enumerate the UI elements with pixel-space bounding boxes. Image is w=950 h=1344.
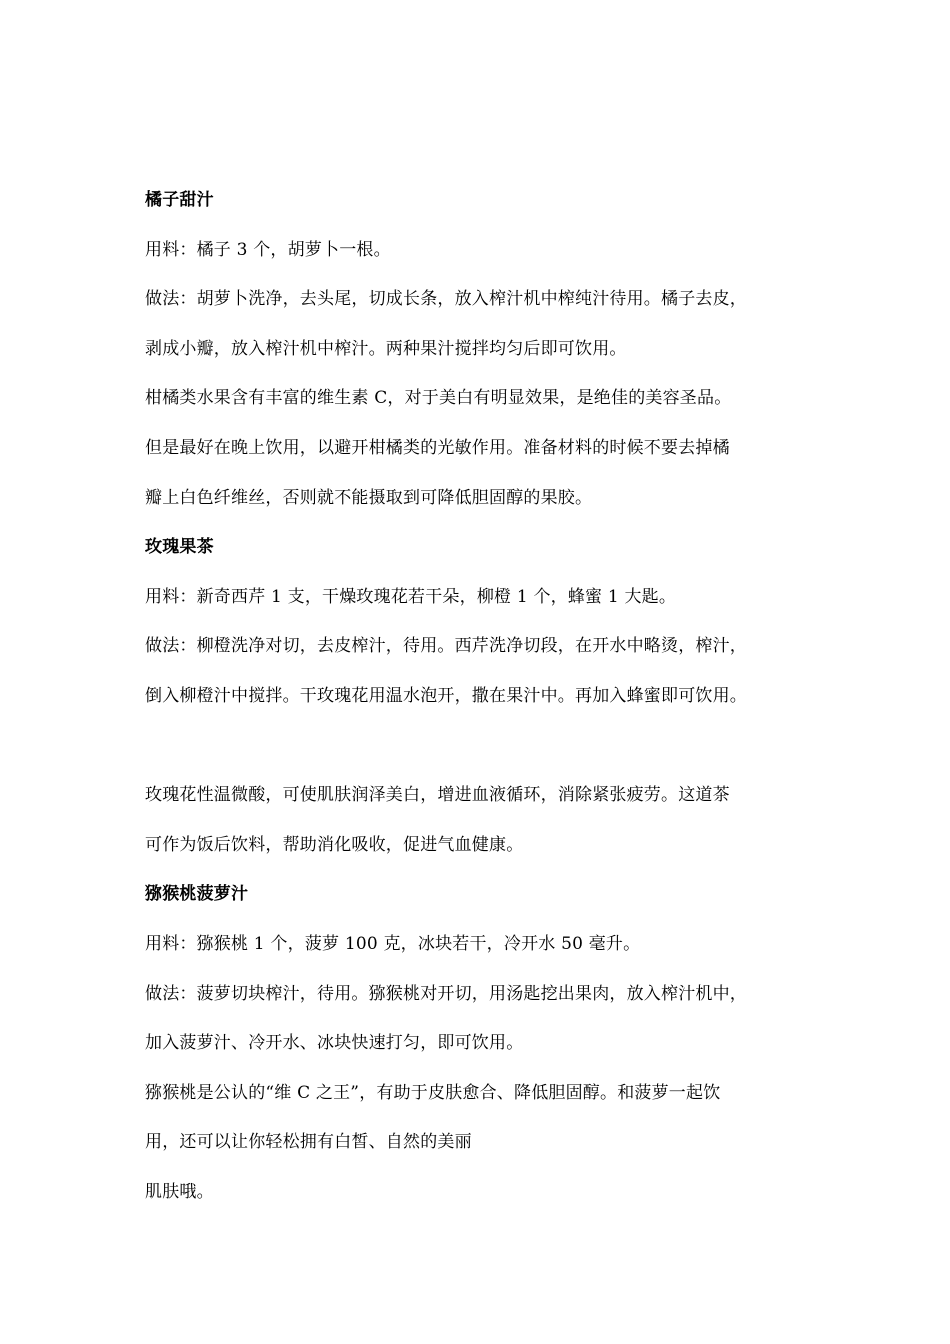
note-line: 肌肤哦。 [145,1181,214,1202]
method-line: 做法：胡萝卜洗净，去头尾，切成长条，放入榨汁机中榨纯汁待用。橘子去皮， [145,289,747,310]
method-line: 倒入柳橙汁中搅拌。干玫瑰花用温水泡开，撒在果汁中。再加入蜂蜜即可饮用。 [145,685,747,706]
section-title: 玫瑰果茶 [145,537,214,558]
note-line: 可作为饭后饮料，帮助消化吸收，促进气血健康。 [145,834,524,855]
ingredients-line: 用料：猕猴桃 1 个，菠萝 100 克，冰块若干，冷开水 50 毫升。 [145,933,641,954]
note-line: 用，还可以让你轻松拥有白皙、自然的美丽 [145,1132,472,1153]
method-line: 剥成小瓣，放入榨汁机中榨汁。两种果汁搅拌均匀后即可饮用。 [145,338,627,359]
section-title: 猕猴桃菠萝汁 [145,884,249,905]
document-body [145,184,835,1225]
method-line: 加入菠萝汁、冷开水、冰块快速打匀，即可饮用。 [145,1033,524,1054]
ingredients-line: 用料：新奇西芹 1 支，干燥玫瑰花若干朵，柳橙 1 个，蜂蜜 1 大匙。 [145,586,677,607]
method-line: 做法：柳橙洗净对切，去皮榨汁，待用。西芹洗净切段，在开水中略烫，榨汁， [145,636,747,657]
ingredients-line: 用料：橘子 3 个，胡萝卜一根。 [145,239,391,260]
note-line: 柑橘类水果含有丰富的维生素 C，对于美白有明显效果，是绝佳的美容圣品。 [145,388,732,409]
note-line: 但是最好在晚上饮用，以避开柑橘类的光敏作用。准备材料的时候不要去掉橘 [145,437,730,458]
note-line: 玫瑰花性温微酸，可使肌肤润泽美白，增进血液循环，消除紧张疲劳。这道茶 [145,785,730,806]
section-title: 橘子甜汁 [145,190,214,210]
note-line: 瓣上白色纤维丝，否则就不能摄取到可降低胆固醇的果胶。 [145,487,593,508]
method-line: 做法：菠萝切块榨汁，待用。猕猴桃对开切，用汤匙挖出果肉，放入榨汁机中， [145,983,747,1004]
note-line: 猕猴桃是公认的“维 C 之王”，有助于皮肤愈合、降低胆固醇。和菠萝一起饮 [145,1082,721,1103]
blank-line [145,730,835,780]
